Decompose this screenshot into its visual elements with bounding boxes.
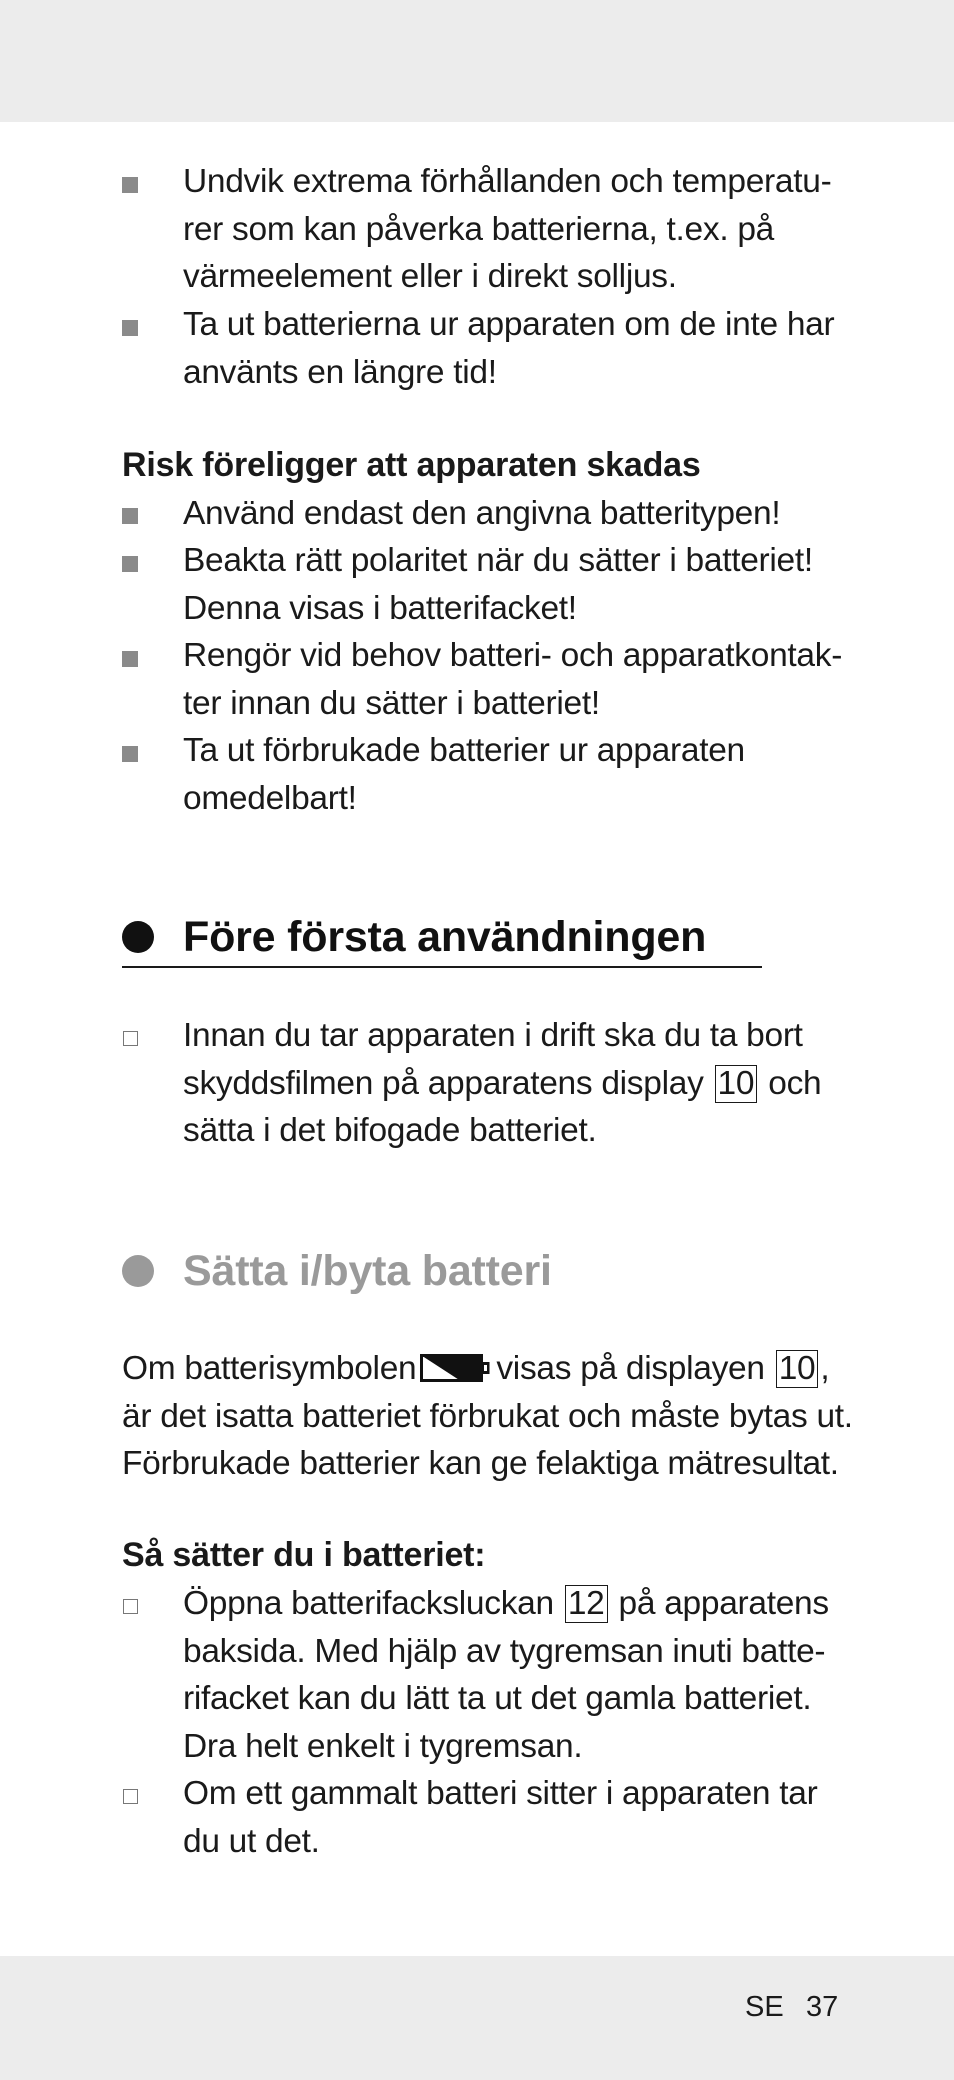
text-run: och [768,1064,822,1102]
bullet-marker [122,177,138,193]
text-line: värmeelement eller i direkt solljus. [183,258,677,295]
top-margin-band [0,0,954,122]
text-line: Beakta rätt polaritet när du sätter i batteriet! [183,542,813,579]
text-line: ter innan du sätter i batteriet! [183,684,600,722]
text-line [122,1345,862,1393]
text-line: Om ett gammalt batteri sitter i apparaten tar [183,1775,818,1812]
text-line: Använd endast den angivna batteritypen! [183,495,781,532]
text-line: Rengör vid behov batteri- och apparatkontak- [183,637,843,674]
bullet-marker [122,508,138,524]
text-line [183,1060,883,1108]
text-line: Undvik extrema förhållanden och temperatu- [183,163,832,200]
risk-subheading: Risk föreligger att apparaten skadas [122,446,701,484]
list-item [183,632,883,727]
text-line: Denna visas i batterifacket! [183,589,577,627]
bullet-marker [122,651,138,667]
battery-intro-paragraph [122,1345,862,1488]
reference-number: 12 [565,1585,608,1623]
text-line: Ta ut batterierna ur apparaten om de inte har [183,306,835,343]
list-item [183,158,883,301]
checkbox-marker [123,1599,138,1614]
text-line: Dra helt enkelt i tygremsan. [183,1727,583,1765]
list-item [183,727,883,822]
reference-number: 10 [715,1065,758,1103]
heading-underline [122,966,762,968]
bullet-marker [122,320,138,336]
list-item [183,1580,883,1770]
bullet-marker [122,556,138,572]
text-run: Om batterisymbolen [122,1350,417,1387]
text-line: omedelbart! [183,779,357,817]
text-run: Öppna batterifacksluckan [183,1585,554,1622]
checkbox-marker [123,1789,138,1804]
text-line: du ut det. [183,1822,320,1860]
list-item [183,1012,883,1155]
text-line: rer som kan påverka batterierna, t.ex. på [183,210,774,248]
text-line: använts en längre tid! [183,353,497,391]
reference-number: 10 [776,1350,819,1388]
text-run: visas på displayen [496,1350,765,1387]
heading-bullet-icon [122,1255,154,1287]
list-item [183,537,883,632]
page-number: 37 [806,1991,839,2023]
text-line: rifacket kan du lätt ta ut det gamla batteriet. [183,1680,812,1717]
list-item [183,301,883,396]
bullet-marker [122,746,138,762]
howto-subheading: Så sätter du i batteriet: [122,1536,486,1574]
text-line: baksida. Med hjälp av tygremsan inuti batte- [183,1632,826,1670]
heading-bullet-icon [122,921,154,953]
text-line: Ta ut förbrukade batterier ur apparaten [183,732,745,769]
list-item [183,1770,883,1865]
text-line: Innan du tar apparaten i drift ska du ta bort [183,1017,803,1054]
text-line: Förbrukade batterier kan ge felaktiga mätresultat. [122,1445,839,1482]
text-run: skyddsfilmen på apparatens display [183,1064,704,1102]
language-code: SE [745,1991,784,2023]
checkbox-marker [123,1031,138,1046]
section-heading: Sätta i/byta batteri [183,1247,552,1295]
text-line: är det isatta batteriet förbrukat och måste bytas ut. [122,1397,853,1435]
text-run: på apparatens [618,1585,829,1622]
text-line: sätta i det bifogade batteriet. [183,1112,597,1149]
battery-low-icon [420,1348,492,1376]
list-item [183,490,883,538]
text-line [183,1580,883,1628]
text-run: , [820,1350,830,1387]
section-heading: Före första användningen [183,913,707,961]
